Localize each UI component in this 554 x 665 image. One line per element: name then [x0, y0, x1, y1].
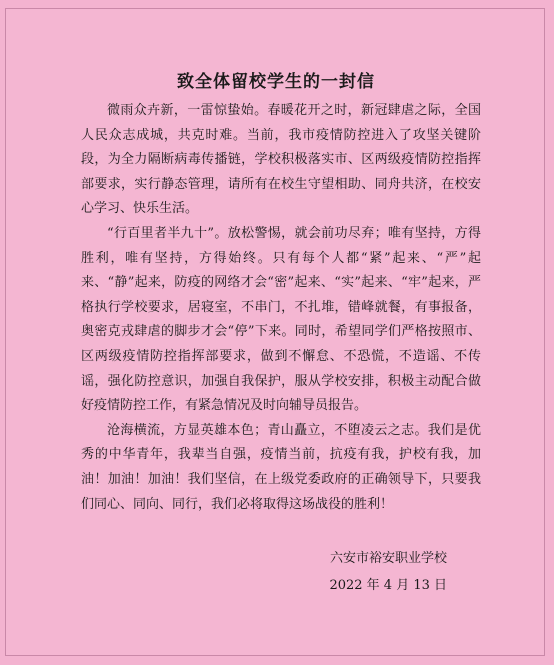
paragraph-2: “行百里者半九十”。放松警惕，就会前功尽弃；唯有坚持，方得胜利，唯有坚持，方得始终。只有每个人都“紧”起来、“严”起来、“静”起来，防疫的网络才会“密”起来、“实”起来、“牢”起来，严格执行学校要求，居寝室，不串门，不扎堆，错峰就餐，有事报备，奥密克戎肆虐的脚步才会“停”下来。同时，希望同学们严格按照市、区两级疫情防控指挥部要求，做到不懈怠、不恐慌，不造谣、不传谣，强化防控意识，加强自我保护，服从学校安排，积极主动配合做好疫情防控工作，有紧急情况及时向辅导员报告。	[81, 225, 481, 414]
letter-title: 致全体留校学生的一封信	[177, 72, 375, 92]
paragraph-3: 沧海横流，方显英雄本色；青山矗立，不堕凌云之志。我们是优秀的中华青年，我辈当自强，疫情当前，抗疫有我，护校有我，加油！加油！加油！我们坚信，在上级党委政府的正确领导下，只要我们同心、同向、同行，我们必将取得这场战役的胜利！	[81, 422, 481, 512]
letter-body	[81, 99, 481, 517]
signature-date: 2022 年 4 月 13 日	[329, 578, 447, 593]
letter-page	[5, 8, 545, 656]
paragraph-1: 微雨众卉新，一雷惊蛰始。春暖花开之时，新冠肆虐之际，全国人民众志成城，共克时难。当前，我市疫情防控进入了攻坚关键阶段，为全力隔断病毒传播链，学校积极落实市、区两级疫情防控指挥部要求，实行静态管理，请所有在校生守望相助、同舟共济，在校安心学习、快乐生活。	[81, 103, 481, 217]
signature-school: 六安市裕安职业学校	[329, 551, 447, 566]
